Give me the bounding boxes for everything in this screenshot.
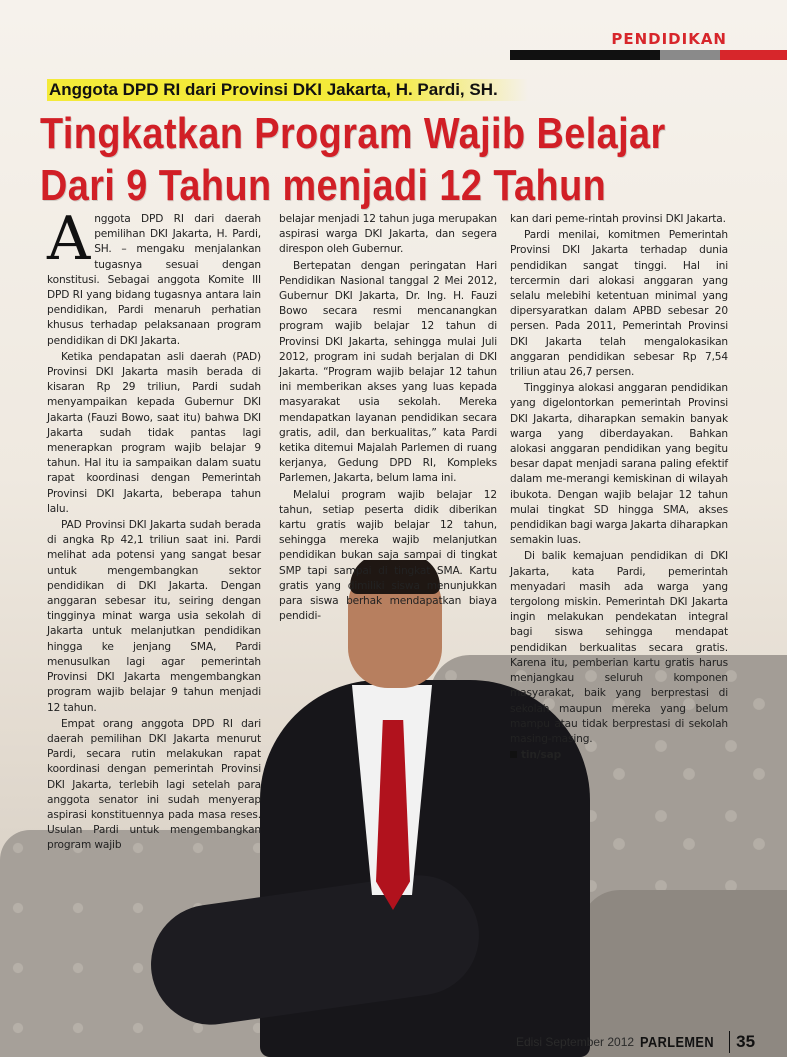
footer-divider [729, 1031, 730, 1053]
paragraph: Tingginya alokasi anggaran pendidikan yang digelontorkan pemerintah Provinsi DKI Jakarta, diharapkan semakin banyak warga yang diberdayakan. Bahkan alokasi anggaran pendidikan yang begitu besar dapat menjadi sarana paling efektif dalam me-merangi kemiskinan di wilayah ibukota. Dengan wajib belajar 12 tahun mulai tingkat SD hingga SMA, akses pendidikan bagi warga Jakarta diharapkan semakin luas. [510, 382, 728, 547]
page-footer [516, 1031, 755, 1053]
paragraph: Empat orang anggota DPD RI dari daerah pemilihan DKI Jakarta menurut Pardi, secara rutin melakukan rapat koordinasi dengan pemerintah Provinsi DKI Jakarta, terlebih lagi setelah para anggota senator ini sudah menyerap aspirasi konstituennya pada masa reses. Usulan Pardi untuk mengembangkan program wajib [47, 717, 261, 852]
headline [40, 108, 666, 212]
page-number: 35 [736, 1032, 756, 1051]
paragraph: Di balik kemajuan pendidikan di DKI Jakarta, kata Pardi, pemerintah menyadari masih ada warga yang tergolong miskin. Pemerintah DKI Jakarta ingin melakukan pendekatan integral bagi siswa sehingga mendapat pendidikan berkualitas secara gratis. Karena itu, pemberian kartu gratis harus menjangkau seluruh komponen masyarakat, baik yang berprestasi di sekolah maupun mereka yang belum mampu atau tidak berprestasi di sekolah masing-masing. [510, 550, 728, 745]
paragraph: Melalui program wajib belajar 12 tahun, setiap peserta didik diberikan kartu gratis wajib belajar 12 tahun, sehingga mereka wajib melanjutkan pendidikan bukan saja sampai di tingkat SMP tapi sampai di tingkat SMA. Kartu gratis yang dimiliki siswa menunjukkan para siswa berhak mendapatkan biaya pendidi- [279, 488, 497, 623]
stripe-red [720, 50, 787, 60]
square-bullet-icon [510, 751, 517, 758]
headline-line-2: Dari 9 Tahun menjadi 12 Tahun [40, 161, 607, 210]
edition-label: Edisi September 2012 [516, 1035, 635, 1049]
paragraph: Pardi menilai, komitmen Pemerintah Provinsi DKI Jakarta terhadap dunia pendidikan sangat tinggi. Hal ini tercermin dari alokasi anggaran yang selalu melebihi ketentuan minimal yang dipersyaratkan dalam APBD sebesar 20 persen. Pada 2011, Pemerintah Provinsi DKI Jakarta telah mengalokasikan anggaran pendidikan sebesar Rp 7,54 triliun atau 26,7 persen. [510, 229, 728, 379]
signature-text: tin/sap [521, 749, 562, 762]
article-column-1 [47, 204, 261, 855]
magazine-name: PARLEMEN [640, 1033, 715, 1051]
author-signature [510, 748, 728, 763]
paragraph-text: nggota DPD RI dari daerah pemilihan DKI Jakarta, H. Pardi, SH. – mengaku menjalankan tugasnya sesuai dengan konstitusi. Sebagai anggota Komite III DPD RI yang bidang tugasnya antara lain pendidikan, Pardi menaruh perhatian khusus terhadap pelaksanaan program pendidikan di DKI Jakarta. [47, 213, 261, 347]
article-column-3 [510, 212, 728, 764]
stripe-grey [660, 50, 720, 60]
paragraph [47, 204, 261, 349]
paragraph: Ketika pendapatan asli daerah (PAD) Provinsi DKI Jakarta masih berada di kisaran Rp 29 triliun, Pardi sudah menyampaikan kepada Gubernur DKI Jakarta (Fauzi Bowo, saat itu) bahwa DKI Jakarta sudah tidak pantas lagi menerapkan program wajib belajar 9 tahun. Hal itu ia sampaikan dalam suatu rapat koordinasi dengan Pemerintah Provinsi DKI Jakarta, beberapa tahun lalu. [47, 350, 261, 515]
section-label: PENDIDIKAN [611, 30, 727, 48]
paragraph: Bertepatan dengan peringatan Hari Pendidikan Nasional tanggal 2 Mei 2012, Gubernur DKI Jakarta, Dr. Ing. H. Fauzi Bowo secara resmi mencanangkan program wajib belajar 12 tahun di Provinsi DKI Jakarta, sehingga mulai Juli 2012, program ini sudah berjalan di DKI Jakarta. “Program wajib belajar 12 tahun ini memberikan akses yang luas kepada masyarakat usia sekolah. Mereka mendapatkan layanan pendidikan secara gratis, adil, dan berkualitas,” kata Pardi ketika ditemui Majalah Parlemen di ruang kerjanya, Gedung DPD RI, Kompleks Parlemen, Jakarta, belum lama ini. [279, 259, 497, 485]
article-column-2 [279, 212, 497, 625]
paragraph: PAD Provinsi DKI Jakarta sudah berada di angka Rp 42,1 triliun saat ini. Pardi melihat ada potensi yang sangat besar untuk mengembangkan sektor pendidikan di DKI Jakarta. Dengan anggaran sebesar itu, seiring dengan tingginya minat warga usia sekolah di Jakarta untuk melanjutkan pendidikan hingga ke jenjang SMA, Pardi menusulkan lagi agar pemerintah Provinsi DKI Jakarta mengembangkan program wajib belajar 9 tahun menjadi 12 tahun. [47, 519, 261, 714]
paragraph: belajar menjadi 12 tahun juga merupakan aspirasi warga DKI Jakarta, dan segera direspon oleh Gubernur. [279, 213, 497, 256]
headline-line-1: Tingkatkan Program Wajib Belajar [40, 109, 666, 158]
drop-cap: A [47, 204, 91, 274]
paragraph: kan dari peme-rintah provinsi DKI Jakarta. [510, 213, 726, 225]
section-stripe [510, 50, 787, 60]
kicker: Anggota DPD RI dari Provinsi DKI Jakarta, H. Pardi, SH. [47, 79, 528, 101]
stripe-black [510, 50, 660, 60]
